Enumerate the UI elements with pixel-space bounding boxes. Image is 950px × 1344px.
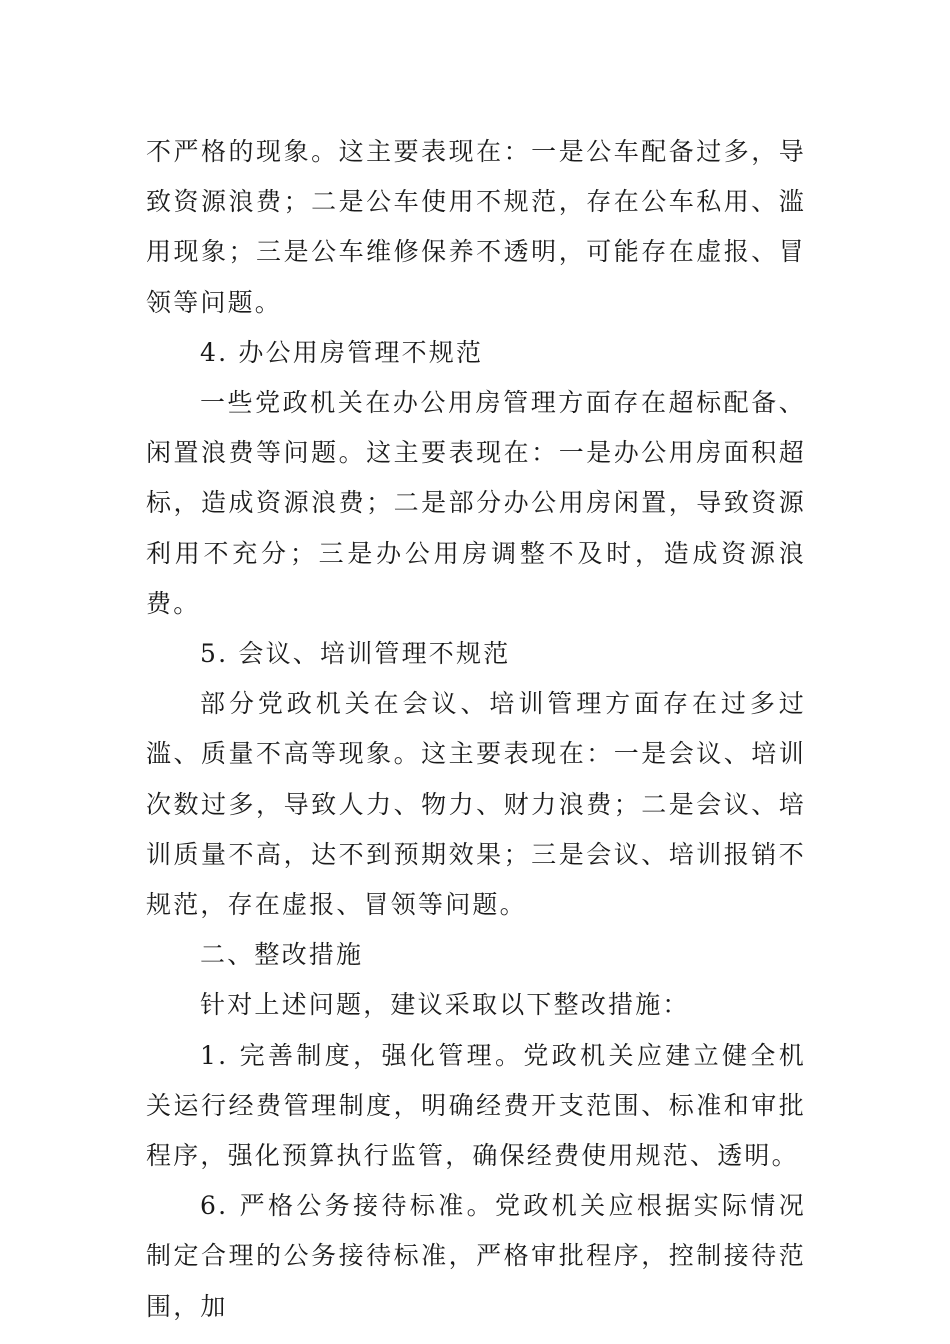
paragraph-continuation: 不严格的现象。这主要表现在：一是公车配备过多，导致资源浪费；二是公车使用不规范，存在公车私用、滥用现象；三是公车维修保养不透明，可能存在虚报、冒领等问题。 bbox=[146, 137, 806, 317]
paragraph-meetings-training: 部分党政机关在会议、培训管理方面存在过多过滥、质量不高等现象。这主要表现在：一是会议、培训次数过多，导致人力、物力、财力浪费；二是会议、培训质量不高，达不到预期效果；三是会议、培训报销不规范，存在虚报、冒领等问题。 bbox=[146, 689, 806, 920]
section-heading-rectification: 二、整改措施 bbox=[200, 940, 364, 970]
paragraph-office-space: 一些党政机关在办公用房管理方面存在超标配备、闲置浪费等问题。这主要表现在：一是办公用房面积超标，造成资源浪费；二是部分办公用房闲置，导致资源利用不充分；三是办公用房调整不及时，造成资源浪费。 bbox=[146, 388, 806, 618]
document-body bbox=[146, 127, 806, 1332]
paragraph-rectification-intro: 针对上述问题，建议采取以下整改措施： bbox=[200, 990, 690, 1020]
measure-item-1: 1. 完善制度，强化管理。党政机关应建立健全机关运行经费管理制度，明确经费开支范围、标准和审批程序，强化预算执行监管，确保经费使用规范、透明。 bbox=[146, 1040, 806, 1171]
section-heading-office-space: 4. 办公用房管理不规范 bbox=[200, 337, 484, 367]
section-heading-meetings-training: 5. 会议、培训管理不规范 bbox=[200, 639, 511, 669]
measure-item-6: 6. 严格公务接待标准。党政机关应根据实际情况制定合理的公务接待标准，严格审批程序，控制接待范围，加 bbox=[146, 1191, 806, 1321]
